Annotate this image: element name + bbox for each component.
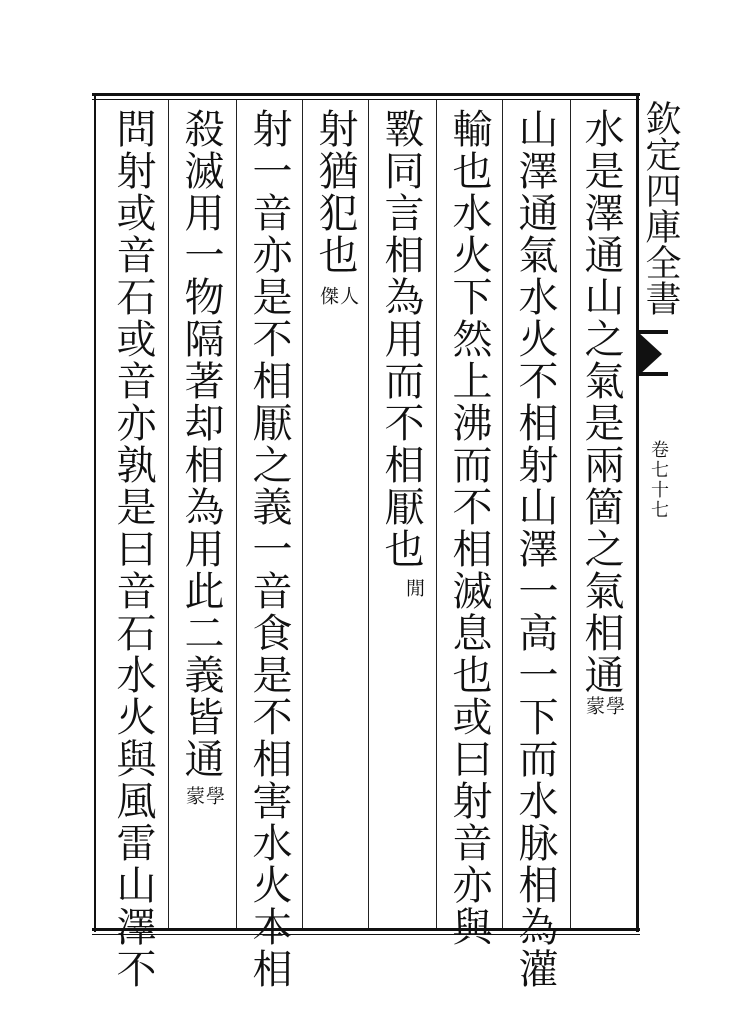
- column-divider: [368, 100, 369, 928]
- column-text: 輸也水火下然上沸而不相滅息也或曰射音亦與: [446, 108, 492, 948]
- column-divider: [302, 100, 303, 928]
- text-column-5: [312, 108, 358, 306]
- top-border-rule-inner: [92, 99, 640, 100]
- column-text: 水是澤通山之氣是兩箇之氣相通: [578, 108, 624, 696]
- fishtail-ornament: [638, 332, 662, 376]
- column-note: 人 傑: [317, 286, 359, 306]
- column-divider: [168, 100, 169, 928]
- margin-book-title: 欽定四庫全書: [640, 100, 681, 316]
- column-note: 學 蒙: [583, 696, 625, 716]
- text-column-1: [578, 108, 624, 716]
- column-text: 殺滅用一物隔著却相為用此二義皆通: [178, 108, 224, 780]
- column-divider: [236, 100, 237, 928]
- column-text: 射一音亦是不相厭之義一音食是不相害水火本相: [246, 108, 292, 990]
- column-note: 學 蒙: [183, 786, 225, 806]
- text-column-8: [110, 108, 156, 990]
- column-text: 山澤通氣水火不相射山澤一高一下而水脉相為灌: [512, 108, 558, 990]
- column-text: 問射或音石或音亦孰是曰音石水火與風雷山澤不: [110, 108, 156, 990]
- text-column-7: [178, 108, 224, 806]
- text-column-6: [246, 108, 292, 990]
- text-column-3: [446, 108, 492, 948]
- right-border-rule: [636, 96, 639, 932]
- top-border-rule: [92, 93, 640, 96]
- margin-juan-number: 卷七十七: [648, 440, 669, 520]
- column-text: 射猶犯也: [312, 108, 358, 276]
- column-divider: [570, 100, 571, 928]
- column-note: 閒: [403, 578, 425, 598]
- column-divider: [436, 100, 437, 928]
- column-divider: [502, 100, 503, 928]
- text-column-2: [512, 108, 558, 990]
- fishtail-ornament-bottom: [638, 372, 668, 376]
- text-column-4: [378, 108, 424, 598]
- column-text: 斁同言相為用而不相厭也: [378, 108, 424, 570]
- left-border-rule: [94, 96, 96, 932]
